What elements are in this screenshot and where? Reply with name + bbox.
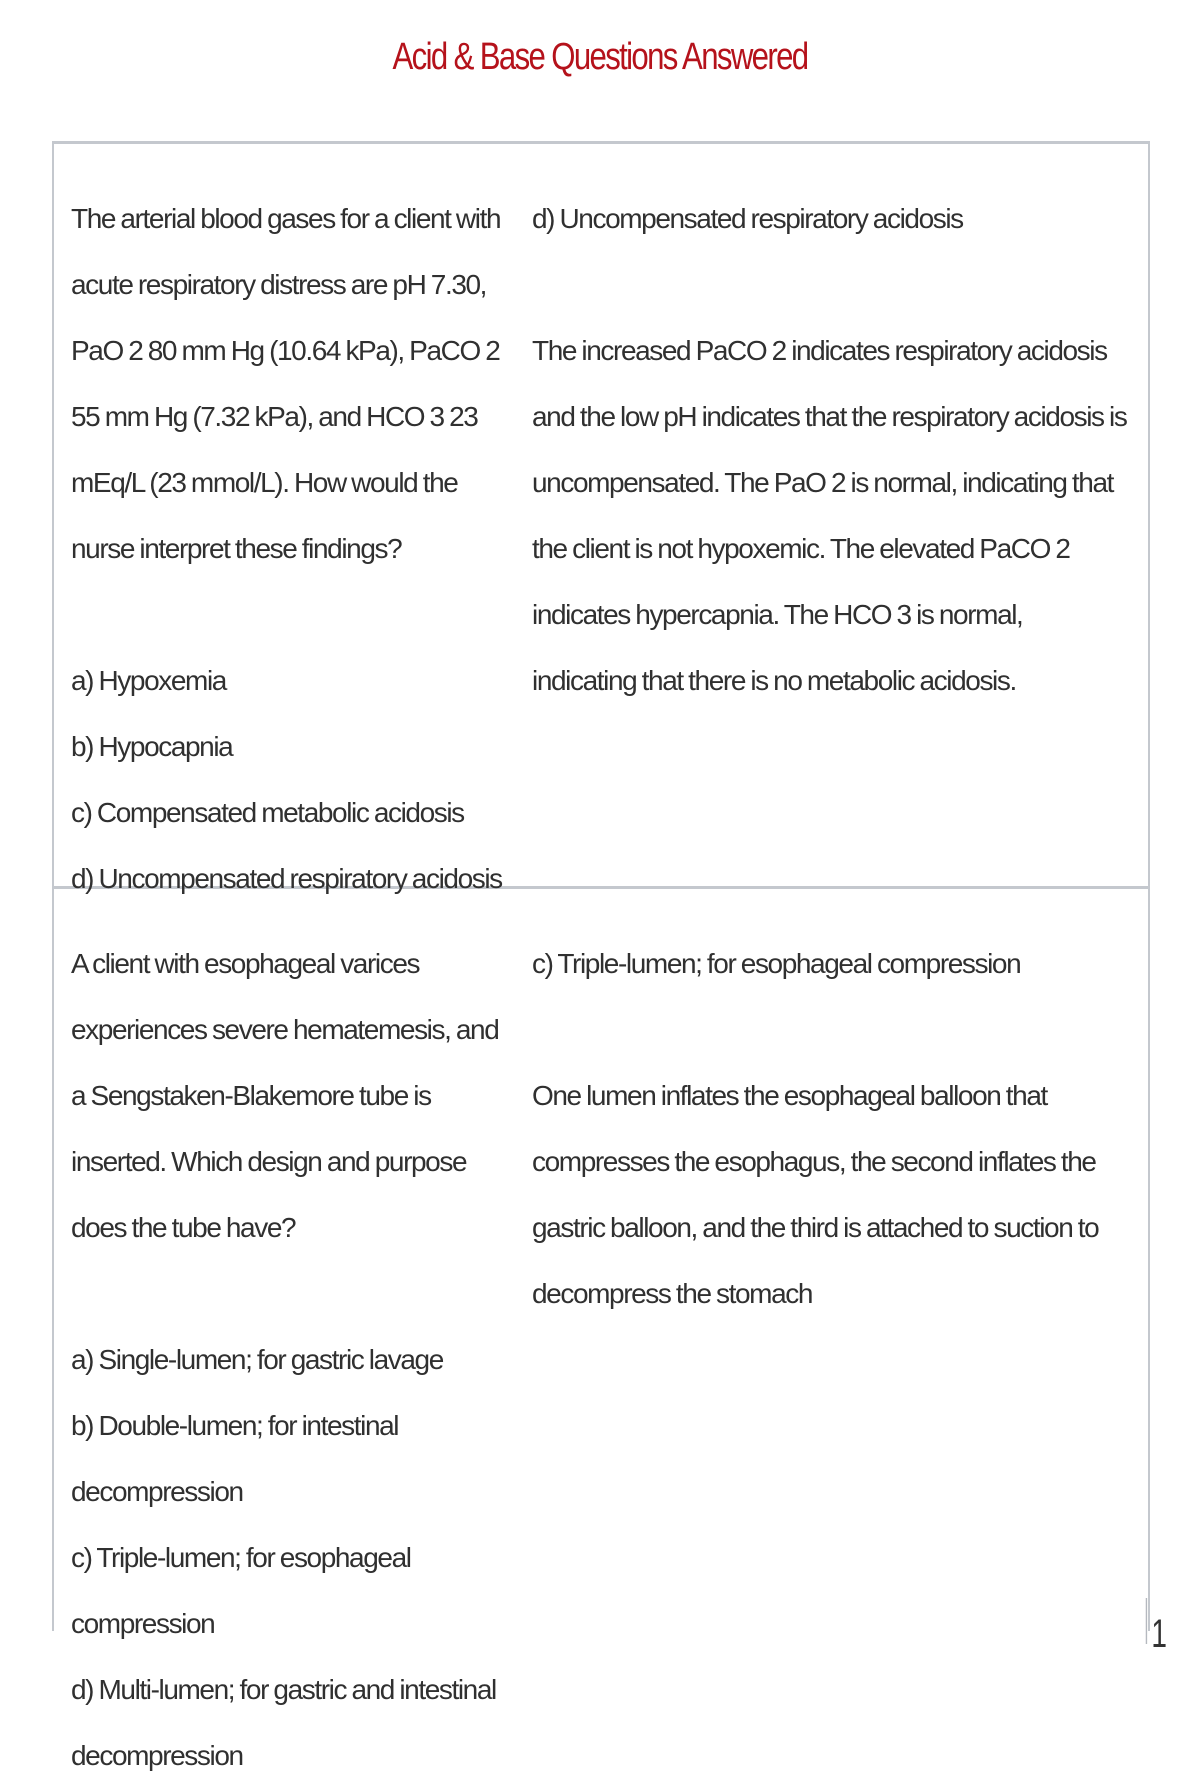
answer-text: c) Triple-lumen; for esophageal compression: [532, 948, 1021, 979]
option-a: a) Hypoxemia: [71, 665, 226, 696]
question-card: [52, 141, 1150, 894]
question-column: [71, 931, 511, 1789]
explanation-text: The increased PaCO 2 indicates respiratory acidosis and the low pH indicates that the respiratory acidosis is uncompensated. The PaO 2 is normal, indicating that the client is not hypoxemic. The elevated PaCO 2 indicates hypercapnia. The HCO 3 is normal, indicating that there is no metabolic acidosis.: [532, 335, 1127, 696]
option-d: d) Multi-lumen; for gastric and intestinal decompression: [71, 1674, 496, 1771]
option-b: b) Hypocapnia: [71, 731, 233, 762]
option-a: a) Single-lumen; for gastric lavage: [71, 1344, 443, 1375]
option-d: d) Uncompensated respiratory acidosis: [71, 863, 502, 894]
page-number: 1: [1151, 1612, 1167, 1656]
question-column: [71, 186, 511, 912]
explanation-text: One lumen inflates the esophageal balloon that compresses the esophagus, the second inflates the gastric balloon, and the third is attached to suction to decompress the stomach: [532, 1080, 1099, 1309]
page-title: Acid & Base Questions Answered: [392, 36, 808, 78]
option-b: b) Double-lumen; for intestinal decompression: [71, 1410, 399, 1507]
option-c: c) Triple-lumen; for esophageal compression: [71, 1542, 411, 1639]
answer-column: [532, 931, 1132, 1327]
question-text: The arterial blood gases for a client with acute respiratory distress are pH 7.30, PaO 2 80 mm Hg (10.64 kPa), PaCO 2 55 mm Hg (7.32 kPa), and HCO 3 23 mEq/L (23 mmol/L). How would the nurse interpret these findings?: [71, 203, 501, 564]
answer-column: [532, 186, 1132, 714]
question-text: A client with esophageal varices experiences severe hematemesis, and a Sengstaken-Blakemore tube is inserted. Which design and purpose does the tube have?: [71, 948, 499, 1243]
question-card: [52, 889, 1150, 1771]
option-c: c) Compensated metabolic acidosis: [71, 797, 464, 828]
answer-text: d) Uncompensated respiratory acidosis: [532, 203, 963, 234]
